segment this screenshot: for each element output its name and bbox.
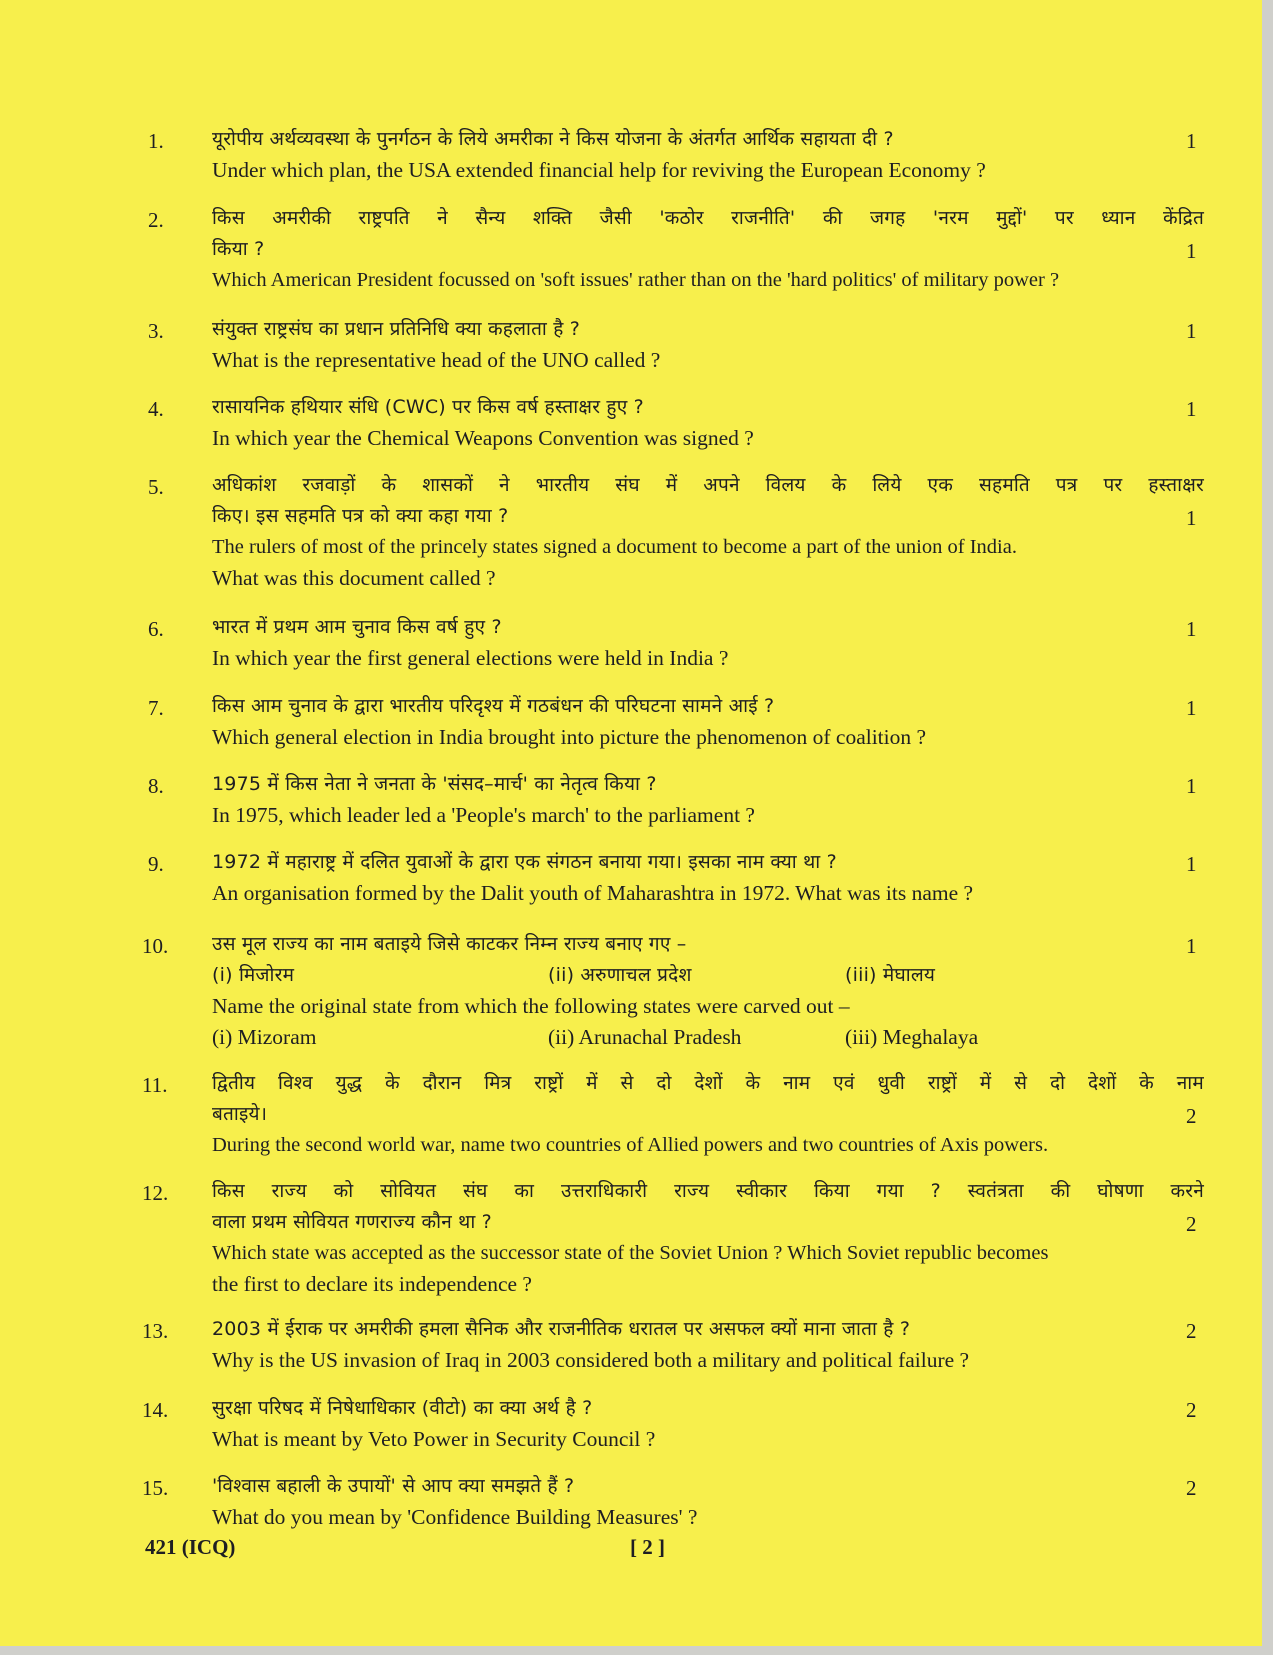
page-number: [ 2 ] <box>630 1535 665 1559</box>
question-text-english: In which year the first general elections were held in India ? <box>212 646 729 670</box>
question-number: 2. <box>148 208 164 232</box>
page-bottom-edge <box>0 1646 1273 1655</box>
question-number: 11. <box>142 1073 168 1097</box>
question-text-hindi: बताइये। <box>212 1103 268 1125</box>
question-text-english: Name the original state from which the following states were carved out – <box>212 994 850 1018</box>
question-text-english: Under which plan, the USA extended financial help for reviving the European Economy ? <box>212 158 986 182</box>
option-i: (i) Mizoram <box>212 1025 317 1049</box>
question-marks: 2 <box>1186 1319 1197 1343</box>
option-iii: (iii) Meghalaya <box>845 1025 979 1049</box>
question-number: 7. <box>148 696 164 720</box>
question-text-hindi: संयुक्त राष्ट्रसंघ का प्रधान प्रतिनिधि क्या कहलाता है ? <box>212 318 581 340</box>
question-text-hindi: भारत में प्रथम आम चुनाव किस वर्ष हुए ? <box>212 616 502 638</box>
question-marks: 2 <box>1186 1476 1197 1500</box>
question-number: 13. <box>142 1319 169 1343</box>
question-text-english: In 1975, which leader led a 'People's march' to the parliament ? <box>212 803 755 827</box>
question-number: 15. <box>142 1476 169 1500</box>
question-marks: 1 <box>1186 774 1197 798</box>
options-english <box>212 1022 1204 1053</box>
option-iii: (iii) मेघालय <box>845 964 936 986</box>
option-ii: (ii) Arunachal Pradesh <box>548 1025 742 1049</box>
question-text-hindi: किए। इस सहमति पत्र को क्या कहा गया ? <box>212 505 509 527</box>
question-text-english: What was this document called ? <box>212 566 496 590</box>
question-text-english: An organisation formed by the Dalit youth of Maharashtra in 1972. What was its name ? <box>212 881 974 905</box>
question-text-english: What is the representative head of the UNO called ? <box>212 348 661 372</box>
paper-code: 421 (ICQ) <box>145 1535 236 1559</box>
question-text-hindi: द्वितीय विश्व युद्ध के दौरान मित्र राष्ट्रों में से दो देशों के नाम एवं धुवी राष्ट्रों में से दो देशों के नाम <box>212 1072 1204 1094</box>
question-marks: 1 <box>1186 506 1197 530</box>
question-marks: 1 <box>1186 852 1197 876</box>
option-ii: (ii) अरुणाचल प्रदेश <box>548 964 692 986</box>
question-text-hindi: 2003 में ईराक पर अमरीकी हमला सैनिक और राजनीतिक धरातल पर असफल क्यों माना जाता है ? <box>212 1318 911 1340</box>
question-text-english: Why is the US invasion of Iraq in 2003 considered both a military and political failure ? <box>212 1348 970 1372</box>
page-edge <box>1262 0 1273 1655</box>
question-text-hindi: अधिकांश रजवाड़ों के शासकों ने भारतीय संघ में अपने विलय के लिये एक सहमति पत्र पर हस्ताक्षर <box>212 474 1204 496</box>
question-text-hindi: सुरक्षा परिषद में निषेधाधिकार (वीटो) का क्या अर्थ है ? <box>212 1397 593 1419</box>
question-text-english: the first to declare its independence ? <box>212 1272 532 1296</box>
question-number: 1. <box>148 129 164 153</box>
question-number: 9. <box>148 852 164 876</box>
question-text-english: What do you mean by 'Confidence Building Measures' ? <box>212 1505 698 1529</box>
question-number: 8. <box>148 774 164 798</box>
question-marks: 2 <box>1186 1104 1197 1128</box>
question-marks: 1 <box>1186 129 1197 153</box>
question-text-hindi: किया ? <box>212 238 265 260</box>
question-marks: 1 <box>1186 319 1197 343</box>
question-marks: 1 <box>1186 239 1197 263</box>
question-number: 6. <box>148 617 164 641</box>
options-hindi <box>212 960 1204 991</box>
question-text-hindi: किस आम चुनाव के द्वारा भारतीय परिदृश्य में गठबंधन की परिघटना सामने आई ? <box>212 695 775 717</box>
question-marks: 1 <box>1186 617 1197 641</box>
question-number: 10. <box>142 934 169 958</box>
question-marks: 1 <box>1186 397 1197 421</box>
question-text-hindi: किस राज्य को सोवियत संघ का उत्तराधिकारी राज्य स्वीकार किया गया ? स्वतंत्रता की घोषणा करने <box>212 1180 1204 1202</box>
question-number: 5. <box>148 475 164 499</box>
question-text-english: Which state was accepted as the successor state of the Soviet Union ? Which Soviet republic becomes <box>212 1242 1049 1264</box>
question-text-hindi: 1975 में किस नेता ने जनता के 'संसद–मार्च' का नेतृत्व किया ? <box>212 773 657 795</box>
question-number: 4. <box>148 397 164 421</box>
question-text-hindi: किस अमरीकी राष्ट्रपति ने सैन्य शक्ति जैसी 'कठोर राजनीति' की जगह 'नरम मुद्दों' पर ध्यान केंद्रित <box>212 207 1204 229</box>
question-text-hindi: 'विश्वास बहाली के उपायों' से आप क्या समझते हैं ? <box>212 1475 575 1497</box>
question-number: 14. <box>142 1398 169 1422</box>
question-text-english: Which American President focussed on 'soft issues' rather than on the 'hard politics' of military power ? <box>212 269 1060 291</box>
option-i: (i) मिजोरम <box>212 964 295 986</box>
question-text-hindi: रासायनिक हथियार संधि (CWC) पर किस वर्ष हस्ताक्षर हुए ? <box>212 396 644 418</box>
question-number: 3. <box>148 319 164 343</box>
question-text-hindi: 1972 में महाराष्ट्र में दलित युवाओं के द्वारा एक संगठन बनाया गया। इसका नाम क्या था ? <box>212 851 837 873</box>
question-text-hindi: उस मूल राज्य का नाम बताइये जिसे काटकर निम्न राज्य बनाए गए – <box>212 933 687 955</box>
question-text-hindi: वाला प्रथम सोवियत गणराज्य कौन था ? <box>212 1211 492 1233</box>
question-marks: 1 <box>1186 696 1197 720</box>
question-number: 12. <box>142 1181 169 1205</box>
question-text-english: Which general election in India brought into picture the phenomenon of coalition ? <box>212 725 927 749</box>
question-marks: 2 <box>1186 1398 1197 1422</box>
question-text-english: During the second world war, name two countries of Allied powers and two countries of Axis powers. <box>212 1134 1049 1156</box>
question-marks: 1 <box>1186 934 1197 958</box>
question-text-english: In which year the Chemical Weapons Convention was signed ? <box>212 426 754 450</box>
question-text-english: What is meant by Veto Power in Security Council ? <box>212 1427 656 1451</box>
question-text-english: The rulers of most of the princely states signed a document to become a part of the union of India. <box>212 536 1017 558</box>
question-marks: 2 <box>1186 1212 1197 1236</box>
question-text-hindi: यूरोपीय अर्थव्यवस्था के पुनर्गठन के लिये अमरीका ने किस योजना के अंतर्गत आर्थिक सहायता दी ? <box>212 128 894 150</box>
